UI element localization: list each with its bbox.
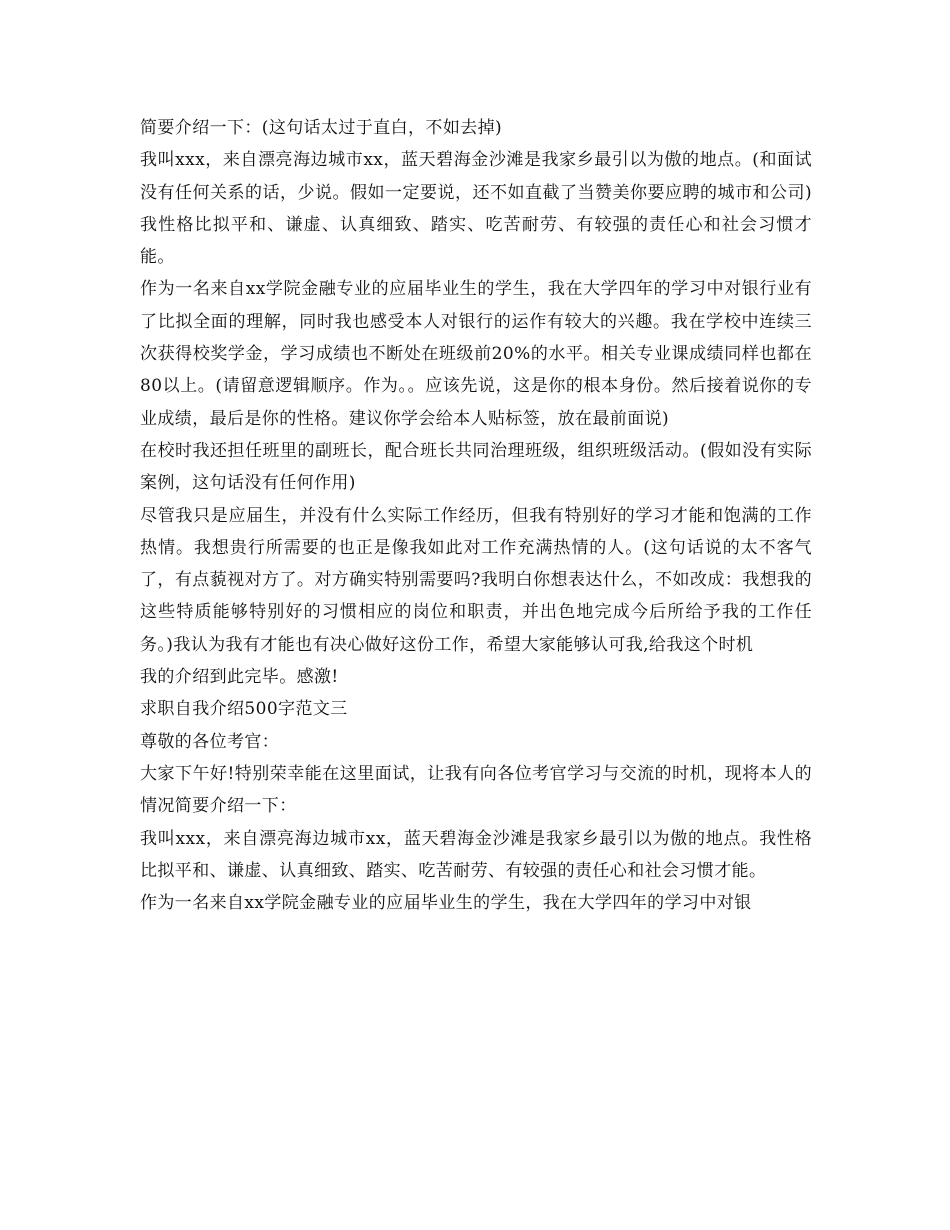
paragraph-self-intro: 我叫xxx，来自漂亮海边城市xx，蓝天碧海金沙滩是我家乡最引以为傲的地点。(和面试没有任何关系的话，少说。假如一定要说，还不如直截了当赞美你要应聘的城市和公司)我性格比拟平和、谦虚、认真细致、踏实、吃苦耐劳、有较强的责任心和社会习惯才能。 [140,150,812,268]
paragraph-salutation: 尊敬的各位考官： [140,731,280,752]
paragraph-work-attitude: 尽管我只是应届生，并没有什么实际工作经历，但我有特别好的学习才能和饱满的工作热情。我想贵行所需要的也正是像我如此对工作充满热情的人。(这句话说的太不客气了，有点藐视对方了。对方确实特别需要吗?我明白你想表达什么，不如改成：我想我的这些特质能够特别好的习惯相应的岗位和职责，并出色地完成今后所给予我的工作任务。)我认为我有才能也有决心做好这份工作，希望大家能够认可我,给我这个时机 [140,505,812,655]
section-heading: 求职自我介绍500字范文三 [140,699,348,720]
paragraph-class-monitor: 在校时我还担任班里的副班长，配合班长共同治理班级，组织班级活动。(假如没有实际案例，这句话没有任何作用) [140,440,812,494]
paragraph-education-2: 作为一名来自xx学院金融专业的应届毕业生的学生，我在大学四年的学习中对银 [140,893,752,914]
paragraph-greeting: 大家下午好!特别荣幸能在这里面试，让我有向各位考官学习与交流的时机，现将本人的情况简要介绍一下： [140,763,812,817]
paragraph-self-intro-2: 我叫xxx，来自漂亮海边城市xx，蓝天碧海金沙滩是我家乡最引以为傲的地点。我性格比拟平和、谦虚、认真细致、踏实、吃苦耐劳、有较强的责任心和社会习惯才能。 [140,828,812,881]
document-page [140,112,812,919]
paragraph-intro-note: 简要介绍一下：(这句话太过于直白，不如去掉) [140,118,503,138]
paragraph-closing: 我的介绍到此完毕。感激! [140,667,339,688]
paragraph-education: 作为一名来自xx学院金融专业的应届毕业生的学生，我在大学四年的学习中对银行业有了比拟全面的理解，同时我也感受本人对银行的运作有较大的兴趣。我在学校中连续三次获得校奖学金，学习成绩也不断处在班级前20%的水平。相关专业课成绩同样也都在80以上。(请留意逻辑顺序。作为。。应该先说，这是你的根本身份。然后接着说你的专业成绩，最后是你的性格。建议你学会给本人贴标签，放在最前面说) [140,279,812,429]
